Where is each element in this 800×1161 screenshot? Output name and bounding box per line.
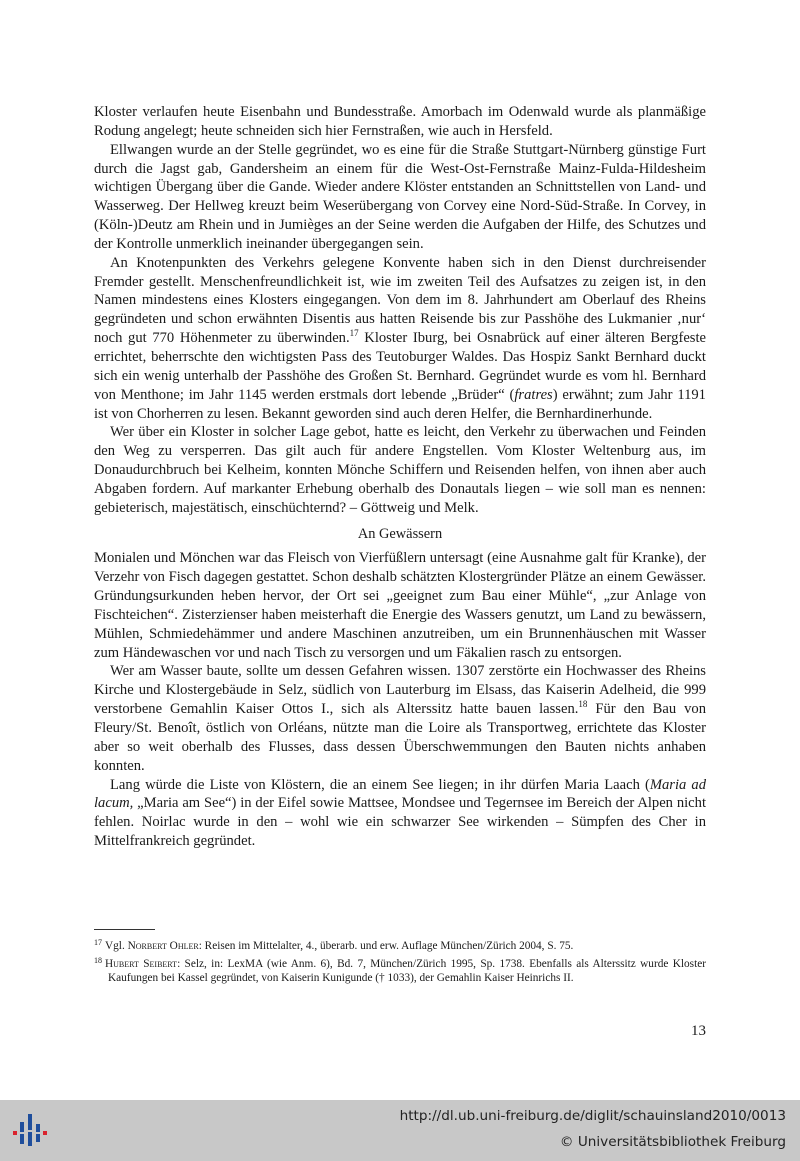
italic-term: Maria ad lacum,: [94, 776, 707, 812]
italic-term: fratres: [514, 386, 553, 403]
paragraph-text: Für den Bau von Fleury/St. Benoît, östlich von Orléans, nützte man die Loire als Transportweg, errichtete das Kloster aber so weit oberhalb des Flusses, dass dessen Überschwemmungen den Bauten nichts anhaben konnten.: [94, 701, 706, 774]
paragraph-text: „Maria am See“) in der Eifel sowie Mattsee, Mondsee und Tegernsee im Bereich der Alpen nicht fehlen. Noirlac wurde in den – wohl wie ein schwarzer See wirkenden – Sümpfen des Cher in Mittelfrankreich gegründet.: [94, 795, 706, 850]
paragraph: Wer über ein Kloster in solcher Lage gebot, hatte es leicht, den Verkehr zu überwachen und Feinden den Weg zu versperren. Das gilt auch für andere Engstellen. Vom Kloster Weltenburg aus, im Donaudurchbruch bei Kelheim, konnten Mönche Schiffern und Reisenden helfen, von ihnen aber auch Abgaben fordern. Auf markanter Erhebung oberhalb des Donautals liegen – wie soll man es nennen: gebieterisch, majestätisch, einschüchternd? – Göttweig und Melk.: [94, 424, 706, 516]
paragraph-text: Kloster Iburg, bei Osnabrück auf einer älteren Bergfeste errichtet, beherrschte den wichtigsten Pass des Teutoburger Waldes. Das Hospiz Sankt Bernhard duckt sich ein wenig unterhalb der Passhöhe des Großen St. Bernhard. Gegründet wurde es vom hl. Bernhard von Menthone; im Jahr 1145 werden erstmals dort lebende „Brüder“ (: [94, 330, 707, 403]
footnote: [94, 954, 706, 985]
source-url-link[interactable]: http://dl.ub.uni-freiburg.de/diglit/schauinsland2010/0013: [399, 1108, 786, 1124]
main-text: [94, 103, 706, 851]
paragraph-text: ) erwähnt; zum Jahr 1191 ist von Chorherren zu lesen. Bekannt geworden sind auch deren Helfer, die Bernhardinerhunde.: [94, 386, 706, 422]
copyright-notice: © Universitätsbibliothek Freiburg: [559, 1134, 786, 1150]
paragraph: [94, 776, 706, 851]
paragraph: [94, 662, 706, 775]
paragraph: Kloster verlaufen heute Eisenbahn und Bundesstraße. Amorbach im Odenwald wurde als planmäßige Rodung angelegt; heute schneiden sich hier Fernstraßen, wie auch in Hersfeld.: [94, 104, 706, 139]
paragraph-text: Lang würde die Liste von Klöstern, die an einem See liegen; in ihr dürfen Maria Laach (: [110, 776, 650, 793]
paragraph: Monialen und Mönchen war das Fleisch von Vierfüßlern untersagt (eine Ausnahme galt für Kranke), der Verzehr von Fisch dagegen gestattet. Schon deshalb schätzten Klostergründer Plätze an einem Gewässer. Gründungsurkunden heben hervor, der Ort sei „geeignet zum Bau einer Mühle“, „zur Anlage von Fischteichen“. Zisterzienser haben meisterhaft die Energie des Wassers genutzt, um Land zu bewässern, Mühlen, Schmiedehämmer und andere Maschinen anzutreiben, um ein Brunnenhäuschen mit Wasser zum Händewaschen vor und nach Tisch zu versorgen und um Fäkalien rasch zu entsorgen.: [94, 550, 706, 661]
paragraph-text: Wer am Wasser baute, sollte um dessen Gefahren wissen. 1307 zerstörte ein Hochwasser des Rheins Kirche und Klostergebäude in Selz, südlich von Lauterburg im Elsass, das Kaiserin Adelheid, die 999 verstorbene Gemahlin Kaiser Ottos I., sich als Alterssitz hatte bauen lassen.: [94, 663, 706, 718]
footnote-prefix: Vgl.: [105, 940, 128, 952]
footnote-ref: 18: [578, 699, 588, 710]
footnote-divider: [94, 929, 155, 930]
footnote-number: 17: [94, 938, 102, 947]
footnote-author: Norbert Ohler: [127, 940, 199, 952]
paragraph: [94, 254, 706, 424]
section-heading: An Gewässern: [357, 525, 443, 542]
footnote-number: 18: [94, 956, 102, 966]
footnote-text: : Reisen im Mittelalter, 4., überarb. und erw. Auflage München/Zürich 2004, S. 75.: [198, 940, 574, 952]
footnotes: [94, 936, 706, 987]
ub-freiburg-logo-icon[interactable]: [10, 1110, 50, 1150]
footnote: [94, 936, 706, 953]
paragraph-text: An Knotenpunkten des Verkehrs gelegene Konvente haben sich in den Dienst durchreisender Fremder gestellt. Menschenfreundlichkeit ist, wie im zweiten Teil des Aufsatzes zu zeigen ist, in den Namen mindestens eines Klosters eingegangen. Von dem im 8. Jahrhundert am Oberlauf des Rheins gegründeten und schon erwähnten Disentis aus hatten Reisende bis zur Passhöhe des Lukmanier ‚nur‘ noch gut 770 Höhenmeter zu überwinden.: [94, 254, 706, 347]
footnote-author: Hubert Seibert: [105, 958, 178, 971]
paragraph: Ellwangen wurde an der Stelle gegründet, wo es eine für die Straße Stuttgart-Nürnberg günstige Furt durch die Jagst gab, Gandersheim an einem für die West-Ost-Fernstraße Mainz-Fulda-Hildesheim wichtigen Übergang über die Gande. Wieder andere Klöster entstanden an Schnittstellen von Land- und Wasserweg. Der Hellweg kreuzt beim Weserübergang von Corvey eine Nord-Süd-Straße. In Corvey, in (Köln-)Deutz am Rhein und in Jumièges an der Seine werden die Aufgaben der Hilfe, des Schutzes und der Kontrolle unmerklich ineinander übergegangen sein.: [94, 141, 706, 252]
footnote-text: : Selz, in: LexMA (wie Anm. 6), Bd. 7, München/Zürich 1995, Sp. 1738. Ebenfalls als Alterssitz wurde Kloster Kaufungen bei Kassel gegründet, von Kaiserin Kunigunde († 1033), der Gemahlin Kaiser Heinrichs II.: [108, 958, 706, 985]
footer-bar: [0, 1100, 800, 1161]
page-number: 13: [691, 1023, 706, 1039]
footnote-ref: 17: [349, 328, 359, 339]
